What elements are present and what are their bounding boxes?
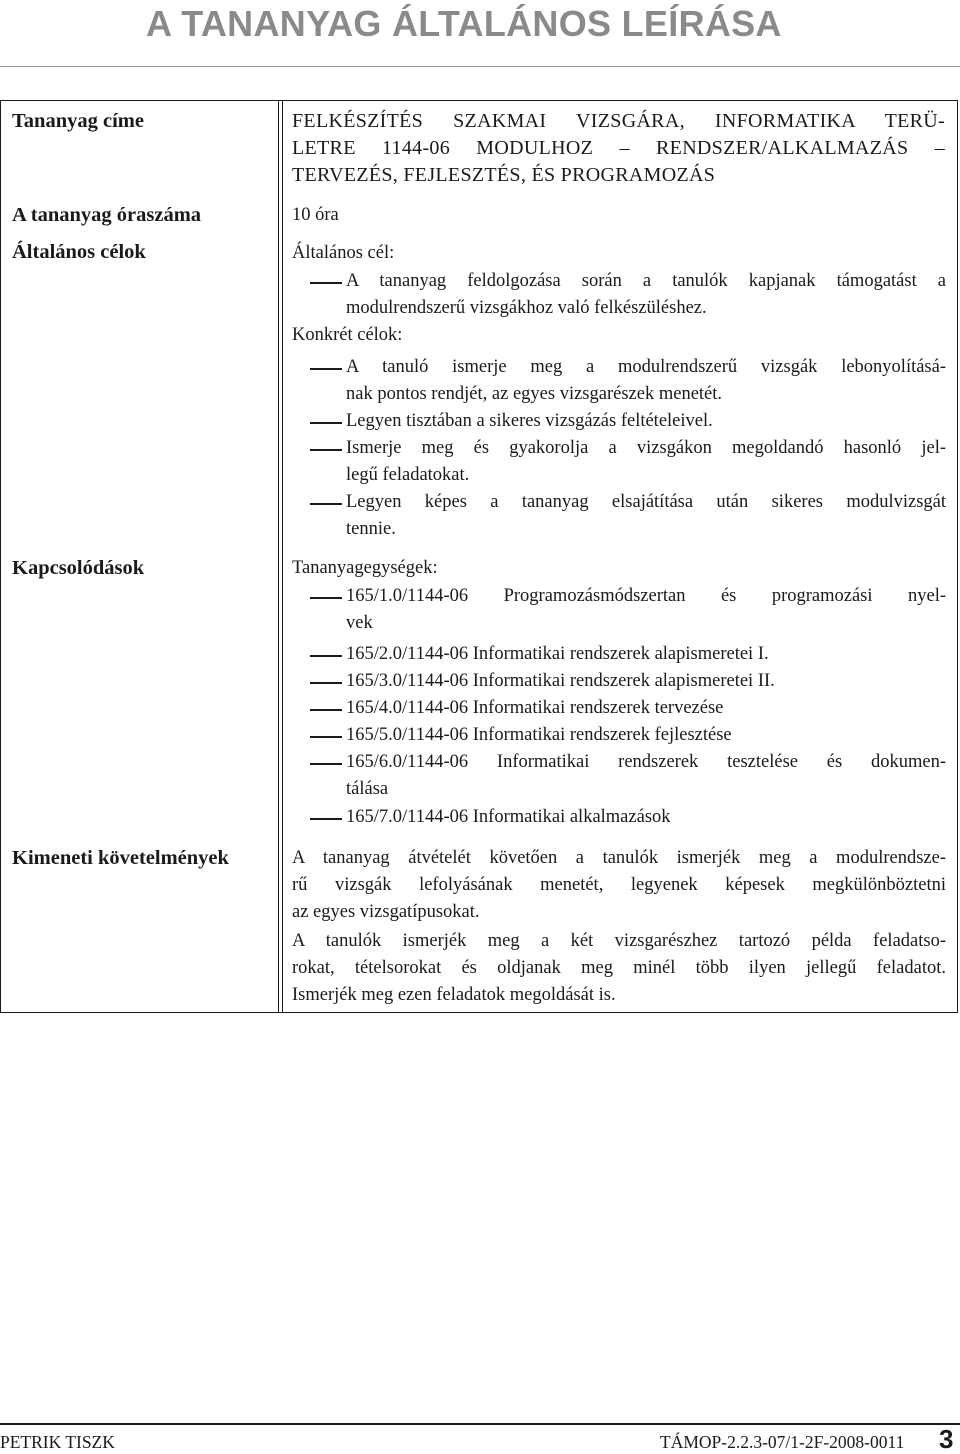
label-goals: Általános célok bbox=[12, 241, 146, 263]
dash-bullet bbox=[310, 682, 342, 684]
unit-7: 165/7.0/1144-06 Informatikai alkalmazások bbox=[346, 807, 671, 827]
unit-5: 165/5.0/1144-06 Informatikai rendszerek fejlesztése bbox=[346, 725, 732, 745]
specific-goal-3-line-1: Ismerje meg és gyakorolja a vizsgákon megoldandó hasonló jel- bbox=[346, 438, 946, 458]
specific-goal-4-line-2: tennie. bbox=[346, 519, 396, 539]
dash-bullet bbox=[310, 422, 342, 424]
title-rule bbox=[0, 66, 960, 67]
footer-rule bbox=[0, 1423, 960, 1425]
column-divider bbox=[278, 100, 283, 1013]
unit-4: 165/4.0/1144-06 Informatikai rendszerek tervezése bbox=[346, 698, 724, 718]
outputs-line-4: A tanulók ismerjék meg a két vizsgarészhez tartozó példa feladatso- bbox=[292, 931, 946, 951]
dash-bullet bbox=[310, 368, 342, 370]
material-title-line-1: FELKÉSZÍTÉS SZAKMAI VIZSGÁRA, INFORMATIKA TERÜ- bbox=[292, 110, 945, 132]
page-number: 3 bbox=[939, 1424, 954, 1454]
dash-bullet bbox=[310, 736, 342, 738]
outputs-line-6: Ismerjék meg ezen feladatok megoldását is. bbox=[292, 985, 616, 1005]
specific-goal-3-line-2: legű feladatokat. bbox=[346, 465, 470, 485]
material-title-line-3: TERVEZÉS, FEJLESZTÉS, ÉS PROGRAMOZÁS bbox=[292, 164, 716, 186]
dash-bullet bbox=[310, 597, 342, 599]
dash-bullet bbox=[310, 449, 342, 451]
outputs-line-2: rű vizsgák lefolyásának menetét, legyenek képesek megkülönböztetni bbox=[292, 875, 946, 895]
outputs-line-3: az egyes vizsgatípusokat. bbox=[292, 902, 480, 922]
general-goal-item-line-2: modulrendszerű vizsgákhoz való felkészüléshez. bbox=[346, 298, 707, 318]
hours-value: 10 óra bbox=[292, 205, 339, 225]
footer-project-code: TÁMOP-2.2.3-07/1-2F-2008-0011 bbox=[660, 1432, 905, 1452]
dash-bullet bbox=[310, 655, 342, 657]
dash-bullet bbox=[310, 818, 342, 820]
dash-bullet bbox=[310, 709, 342, 711]
unit-1-line-1: 165/1.0/1144-06 Programozásmódszertan és programozási nyel- bbox=[346, 586, 946, 606]
outputs-line-5: rokat, tételsorokat és oldjanak meg minél több ilyen jellegű feladatot. bbox=[292, 958, 946, 978]
label-material-title: Tananyag címe bbox=[12, 110, 144, 132]
dash-bullet bbox=[310, 282, 342, 284]
footer-organization: PETRIK TISZK bbox=[0, 1432, 115, 1452]
label-links: Kapcsolódások bbox=[12, 557, 145, 579]
unit-2: 165/2.0/1144-06 Informatikai rendszerek alapismeretei I. bbox=[346, 644, 769, 664]
specific-goals-heading: Konkrét célok: bbox=[292, 325, 403, 345]
unit-6-line-1: 165/6.0/1144-06 Informatikai rendszerek tesztelése és dokumen- bbox=[346, 752, 946, 772]
page-title: A TANANYAG ÁLTALÁNOS LEÍRÁSA bbox=[146, 3, 782, 44]
label-hours: A tananyag óraszáma bbox=[12, 204, 202, 226]
general-goal-item-line-1: A tananyag feldolgozása során a tanulók kapjanak támogatást a bbox=[346, 271, 946, 291]
unit-3: 165/3.0/1144-06 Informatikai rendszerek alapismeretei II. bbox=[346, 671, 775, 691]
specific-goal-1-line-1: A tanuló ismerje meg a modulrendszerű vizsgák lebonyolításá- bbox=[346, 357, 946, 377]
unit-6-line-2: tálása bbox=[346, 779, 389, 799]
material-title-line-2: LETRE 1144-06 MODULHOZ – RENDSZER/ALKALMAZÁS – bbox=[292, 137, 945, 159]
unit-1-line-2: vek bbox=[346, 613, 373, 633]
units-heading: Tananyagegységek: bbox=[292, 558, 438, 578]
specific-goal-4-line-1: Legyen képes a tananyag elsajátítása után sikeres modulvizsgát bbox=[346, 492, 946, 512]
dash-bullet bbox=[310, 763, 342, 765]
general-goal-heading: Általános cél: bbox=[292, 243, 395, 263]
label-outputs: Kimeneti követelmények bbox=[12, 847, 229, 869]
specific-goal-2: Legyen tisztában a sikeres vizsgázás feltételeivel. bbox=[346, 411, 713, 431]
outputs-line-1: A tananyag átvételét követően a tanulók ismerjék meg a modulrendsze- bbox=[292, 848, 946, 868]
dash-bullet bbox=[310, 503, 342, 505]
specific-goal-1-line-2: nak pontos rendjét, az egyes vizsgarészek menetét. bbox=[346, 384, 723, 404]
